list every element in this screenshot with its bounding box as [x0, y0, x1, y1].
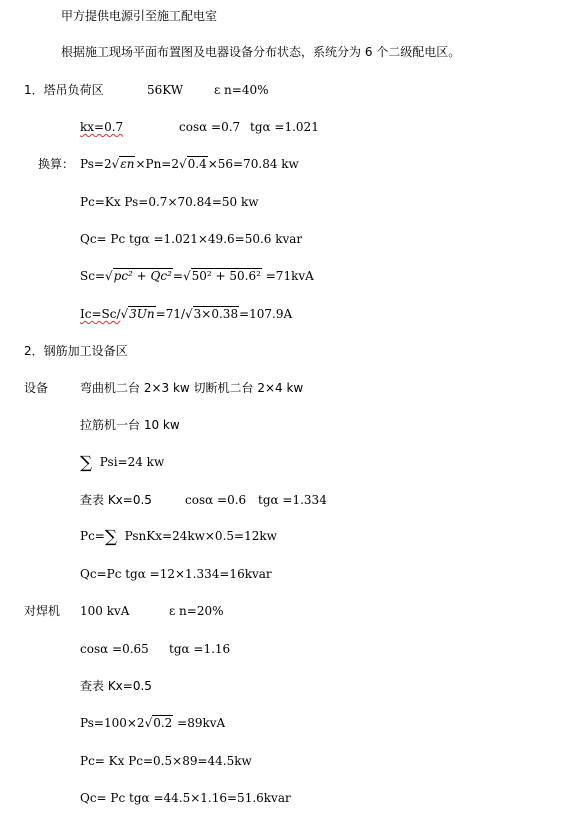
s1-cos: cosα =0.7 [179, 120, 241, 134]
s1-power: 56KW [147, 83, 184, 97]
s1-kx-text: kx=0.7 [80, 120, 124, 134]
welder-kx: 查表 Kx=0.5 [80, 679, 152, 693]
s2-lookup-kx: 查表 Kx=0.5 [80, 493, 152, 507]
welder-cos: cosα =0.65 [80, 642, 149, 656]
s2-lookup-tg: tgα =1.334 [258, 493, 327, 507]
s2-equip-line2: 拉筋机一台 10 kw [80, 418, 180, 432]
sqrt-3-body: pc² + Qc² [113, 269, 172, 283]
welder-tg: tgα =1.16 [169, 642, 231, 656]
sqrt-6 [185, 306, 239, 322]
welder-kva: 100 kvA [80, 604, 130, 618]
welder-qc: Qc= Pc tgα =44.5×1.16=51.6kvar [80, 791, 291, 805]
s2-pc-a: Pc= [80, 529, 105, 543]
welder-ps-formula [80, 715, 225, 731]
s1-ic-c: =107.9A [239, 307, 293, 321]
sqrt-symbol-icon: √ [178, 157, 187, 171]
s1-sc-a: Sc= [80, 269, 105, 283]
sqrt-symbol-icon: √ [182, 269, 191, 283]
welder-label: 对焊机 [24, 604, 61, 618]
sqrt-7 [145, 715, 174, 731]
sqrt-4-body: 50² + 50.6² [191, 269, 261, 283]
s1-ps-a: Ps=2 [80, 157, 112, 171]
sigma-icon: ∑ [80, 453, 93, 473]
sqrt-symbol-icon: √ [105, 269, 113, 283]
sqrt-2-body: 0.4 [187, 157, 207, 171]
s2-pc-b: PsnKx=24kw×0.5=12kw [124, 529, 277, 543]
intro-paragraph: 根据施工现场平面布置图及电器设备分布状态，系统分为 6 个二级配电区。 [61, 45, 461, 59]
s1-ic-formula [80, 306, 292, 322]
doc-title: 甲方提供电源引至施工配电室 [61, 9, 218, 23]
s1-ps-formula [80, 156, 299, 172]
welder-pc: Pc= Kx Pc=0.5×89=44.5kw [80, 754, 252, 768]
welder-ps-b: =89kvA [177, 716, 226, 730]
section-2-heading: 2．钢筋加工设备区 [24, 344, 128, 358]
s2-qc: Qc=Pc tgα =12×1.334=16kvar [80, 567, 272, 581]
welder-en: ε n=20% [169, 604, 224, 618]
s1-ps-b: ×Pn=2 [135, 157, 179, 171]
s1-qc: Qc= Pc tgα =1.021×49.6=50.6 kvar [80, 232, 303, 246]
s1-en: ε n=40% [214, 83, 269, 97]
sqrt-5 [121, 306, 156, 322]
s2-sum-psi [80, 453, 165, 473]
sigma-icon: ∑ [104, 527, 117, 547]
s1-sc-formula [80, 268, 314, 284]
s1-pc: Pc=Kx Ps=0.7×70.84=50 kw [80, 195, 259, 209]
sqrt-symbol-icon: √ [185, 307, 193, 321]
sqrt-4 [183, 268, 262, 284]
sqrt-symbol-icon: √ [144, 716, 153, 730]
s1-ps-c: ×56=70.84 kw [207, 157, 299, 171]
s1-tg: tgα =1.021 [250, 120, 319, 134]
sqrt-3 [105, 268, 173, 284]
sqrt-symbol-icon: √ [120, 307, 129, 321]
s2-lookup-cos: cosα =0.6 [185, 493, 247, 507]
s1-sc-b: =71kvA [261, 269, 314, 283]
sqrt-2 [179, 156, 208, 172]
s1-ic-a: Ic=Sc/ [80, 307, 121, 321]
sqrt-1-body: εn [120, 157, 135, 171]
s2-pc-formula [80, 527, 277, 547]
s1-sc-eq: = [172, 269, 183, 283]
sqrt-symbol-icon: √ [111, 157, 120, 171]
s2-equip-label: 设备 [24, 381, 49, 395]
s1-ic-b: =71/ [155, 307, 186, 321]
s2-equip-line1: 弯曲机二台 2×3 kw 切断机二台 2×4 kw [80, 381, 304, 395]
sqrt-1 [112, 156, 136, 172]
welder-ps-a: Ps=100×2 [80, 716, 145, 730]
s1-kx [80, 119, 123, 135]
s1-conv-label: 换算： [38, 157, 75, 171]
sqrt-5-body: 3Un [129, 307, 155, 321]
sqrt-7-body: 0.2 [153, 716, 173, 730]
sqrt-6-body: 3×0.38 [193, 307, 239, 321]
s2-psi: Psi=24 kw [99, 455, 165, 469]
section-1-heading: 1．塔吊负荷区 [24, 83, 104, 97]
